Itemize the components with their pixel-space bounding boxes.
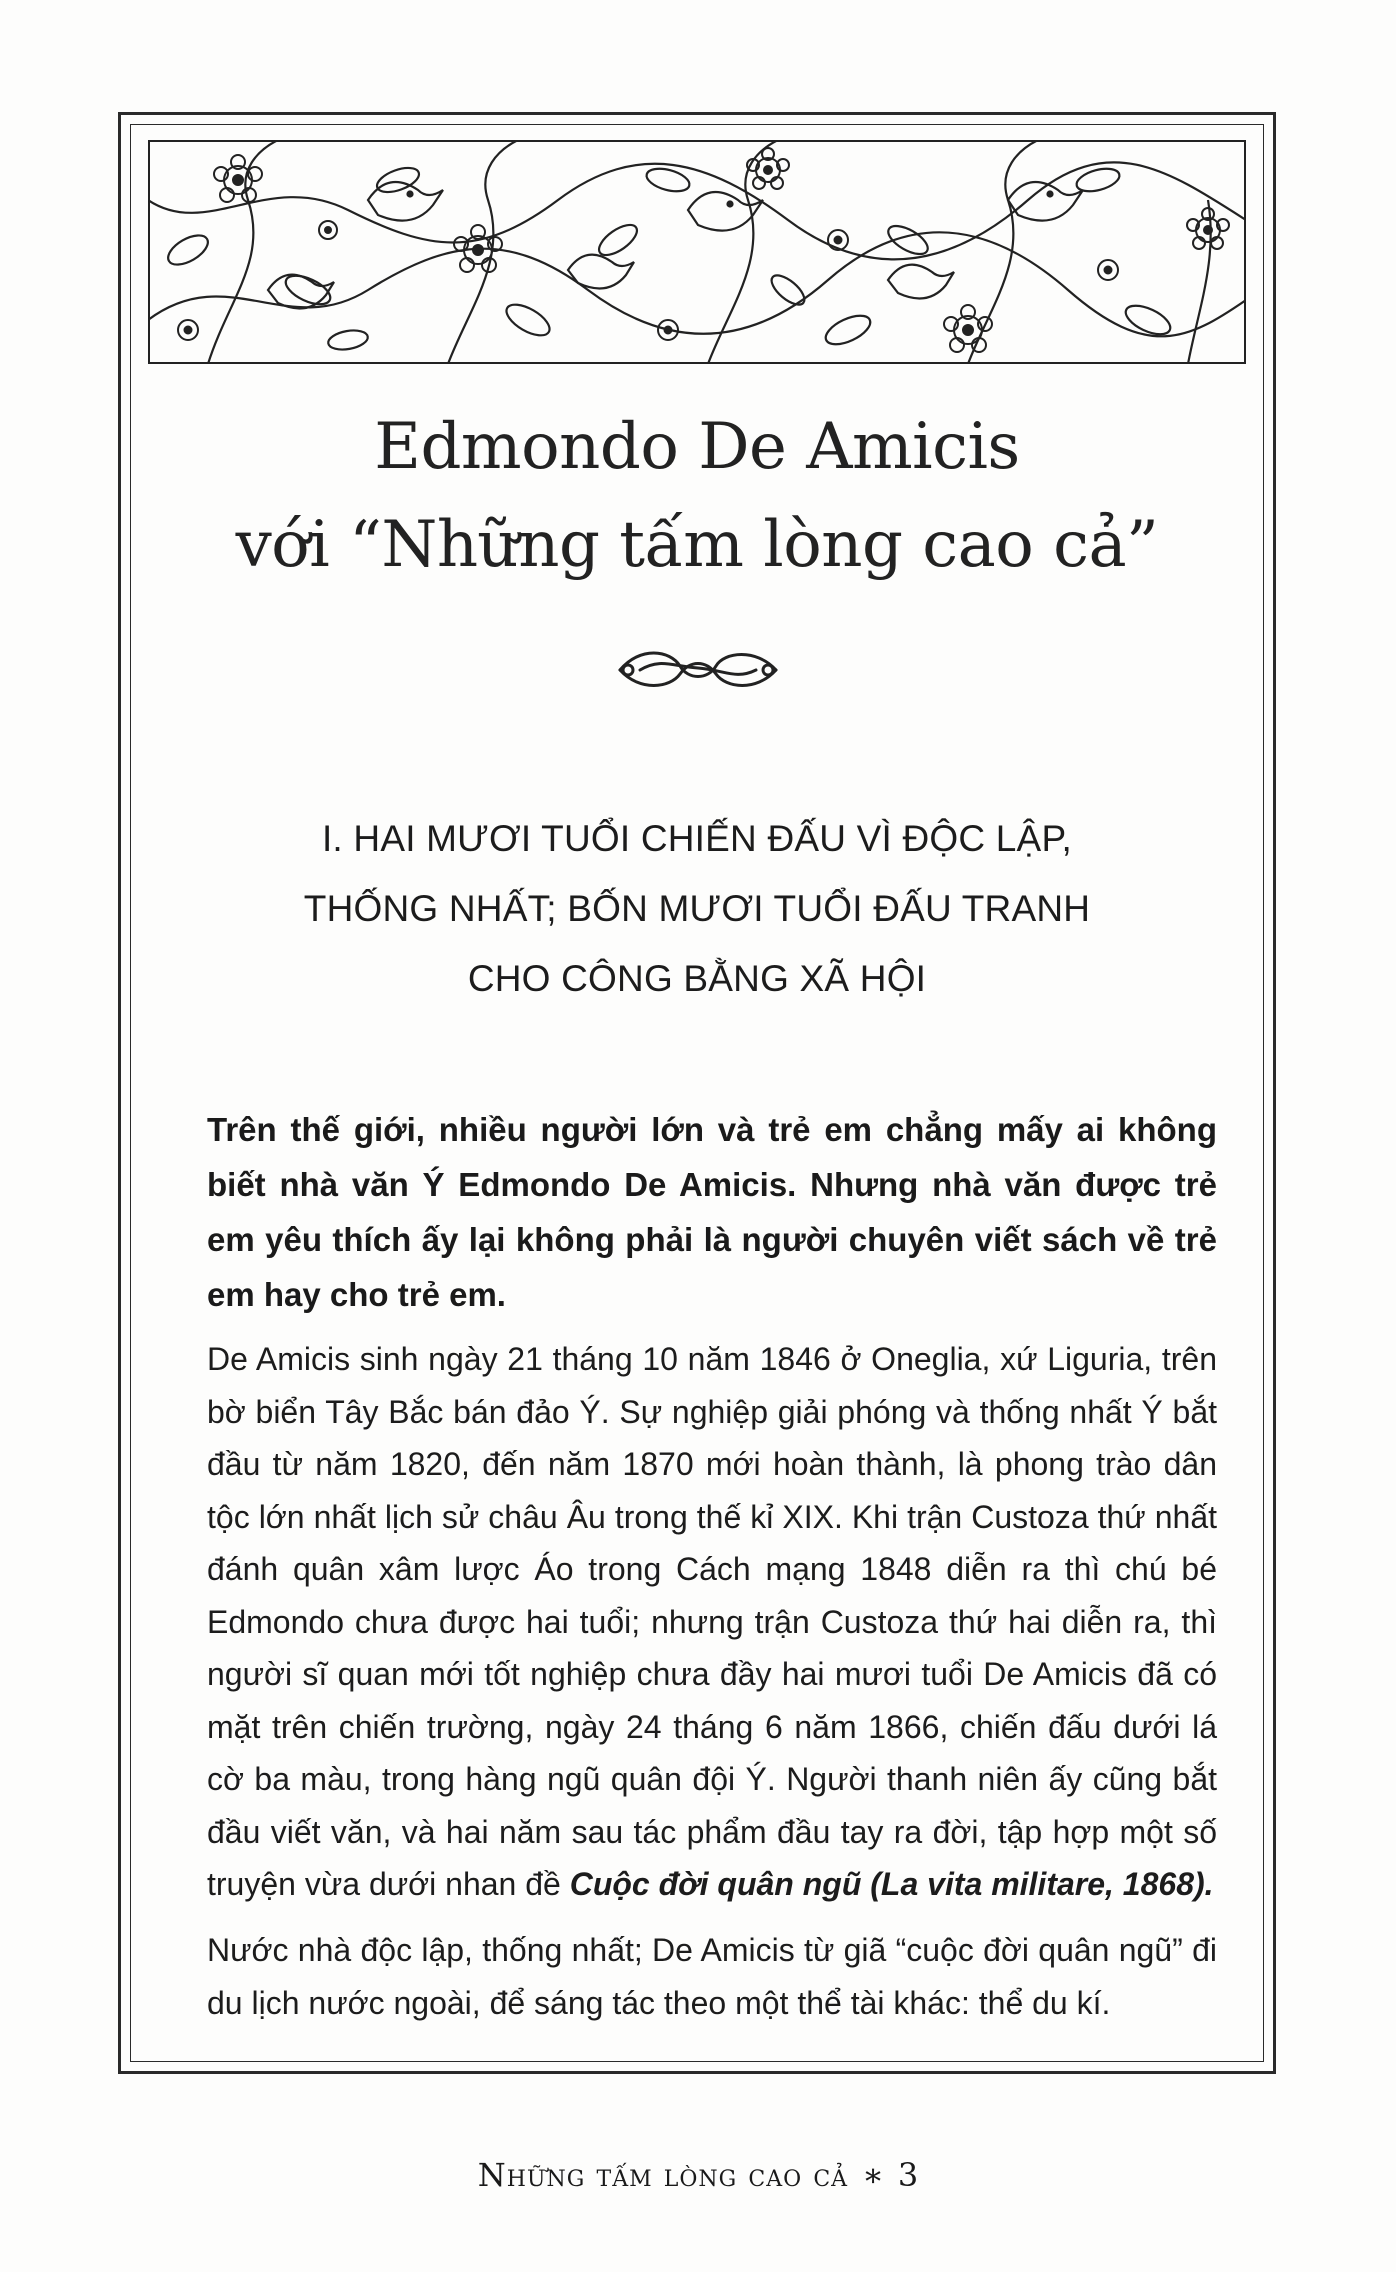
- lead-paragraph: Trên thế giới, nhiều người lớn và trẻ em chẳng mấy ai không biết nhà văn Ý Edmondo De Amicis. Nhưng nhà văn được trẻ em yêu thích ấy lại không phải là người chuyên viết sách về trẻ em hay cho trẻ em.: [207, 1111, 1217, 1313]
- flourish-divider: [610, 640, 786, 696]
- section-heading-line-3: CHO CÔNG BẰNG XÃ HỘI: [467, 958, 927, 999]
- footer-separator: ∗: [862, 2156, 884, 2194]
- chapter-title-line-2: với “Những tấm lòng cao cả”: [235, 508, 1159, 582]
- chapter-title-line-1: Edmondo De Amicis: [374, 410, 1020, 484]
- book-title-year: , 1868).: [1105, 1866, 1214, 1902]
- section-heading-line-1: I. HAI MƯƠI TUỔI CHIẾN ĐẤU VÌ ĐỘC LẬP,: [321, 818, 1073, 859]
- page-footer: [0, 2156, 1396, 2194]
- body-paragraph-2: Nước nhà độc lập, thống nhất; De Amicis từ giã “cuộc đời quân ngũ” đi du lịch nước ngoài, để sáng tác theo một thể tài khác: thể du kí.: [207, 1932, 1217, 2021]
- body-paragraph-1-text: De Amicis sinh ngày 21 tháng 10 năm 1846 ở Oneglia, xứ Liguria, trên bờ biển Tây Bắc bán đảo Ý. Sự nghiệp giải phóng và thống nhất Ý bắt đầu từ năm 1820, đến năm 1870 mới hoàn thành, là phong trào dân tộc lớn nhất lịch sử châu Âu trong thế kỉ XIX. Khi trận Custoza thứ nhất đánh quân xâm lược Áo trong Cách mạng 1848 diễn ra thì chú bé Edmondo chưa được hai tuổi; nhưng trận Custoza thứ hai diễn ra, thì người sĩ quan mới tốt nghiệp chưa đầy hai mươi tuổi De Amicis đã có mặt trên chiến trường, ngày 24 tháng 6 năm 1866, chiến đấu dưới lá cờ ba màu, trong hàng ngũ quân đội Ý. Người thanh niên ấy cũng bắt đầu viết văn, và hai năm sau tác phẩm đầu tay ra đời, tập hợp một số truyện vừa dưới nhan đề: [207, 1341, 1217, 1902]
- floral-ornament-band: [148, 140, 1246, 364]
- running-title: Những tấm lòng cao cả: [477, 2156, 849, 2194]
- body-paragraph-1: [207, 1333, 1217, 1911]
- flourish-divider-graphic: [610, 640, 786, 696]
- floral-ornament-illustration: [148, 140, 1246, 364]
- section-heading-line-2: THỐNG NHẤT; BỐN MƯƠI TUỔI ĐẤU TRANH: [303, 888, 1091, 929]
- book-title: Cuộc đời quân ngũ (La vita militare: [569, 1866, 1106, 1902]
- page-number: 3: [897, 2156, 919, 2194]
